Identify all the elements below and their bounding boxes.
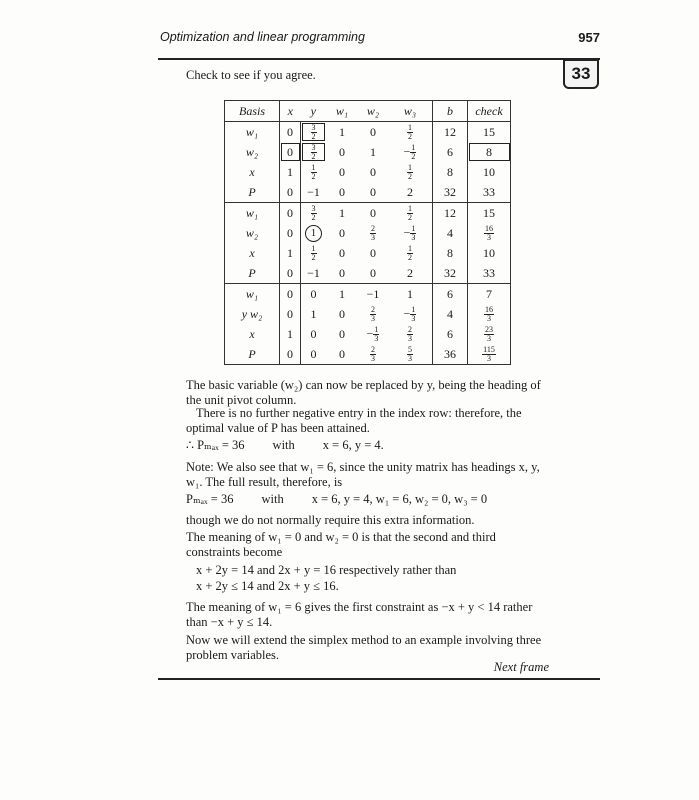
cell-w2: $\frac{2}{3}$ xyxy=(358,344,388,365)
cell-w1: 0 xyxy=(339,164,345,179)
running-head xyxy=(160,30,600,48)
cell-check: 15 xyxy=(468,122,511,143)
cell-y: 0 xyxy=(301,284,327,305)
cell-x: 0 xyxy=(287,124,293,139)
cell-x: 0 xyxy=(280,182,301,203)
pivot-circle: 1 xyxy=(305,225,322,242)
cell-basis: P xyxy=(225,344,280,365)
cell-b: 6 xyxy=(433,142,468,162)
cell-x: 0 xyxy=(287,306,293,321)
tableau-row xyxy=(225,263,511,284)
paragraph-meaning-w1w2: The meaning of w₁ = 0 and w₂ = 0 is that the second and third constraints become xyxy=(186,530,496,559)
tableau-row xyxy=(225,203,511,224)
intro-text: Check to see if you agree. xyxy=(186,68,316,82)
cell-y: 0 xyxy=(301,344,327,365)
cell-basis: x xyxy=(225,324,280,344)
cell-x: 1 xyxy=(287,326,293,341)
cell-y xyxy=(301,223,327,243)
paragraph-optimal: There is no further negative entry in the index row: therefore, the optimal value of P has been attained. xyxy=(186,406,522,435)
tableau-row xyxy=(225,304,511,324)
cell-b: 8 xyxy=(433,243,468,263)
bottom-rule xyxy=(158,678,600,680)
cell-x: 0 xyxy=(287,205,293,220)
cell-check: $\frac{16}{3}$ xyxy=(468,304,511,324)
cell-check: $\frac{16}{3}$ xyxy=(468,223,511,243)
cell-check: 7 xyxy=(468,284,511,305)
cell-check: 33 xyxy=(468,182,511,203)
equation-equalities: x + 2y = 14 and 2x + y = 16 respectively rather than xyxy=(196,563,457,577)
equation-inequalities: x + 2y ≤ 14 and 2x + y ≤ 16. xyxy=(196,579,339,593)
cell-y: $\frac{3}{2}$ xyxy=(301,122,327,143)
with-word: with xyxy=(272,438,295,452)
cell-b: 6 xyxy=(433,324,468,344)
paragraph-extra-info: though we do not normally require this extra information. xyxy=(186,513,475,527)
cell-basis: w₁ xyxy=(225,203,280,224)
col-header-basis: Basis xyxy=(225,101,280,122)
tableau-row xyxy=(225,243,511,263)
cell-w2: 1 xyxy=(370,144,376,159)
cell-x: 0 xyxy=(280,344,301,365)
cell-w3: − $\frac{1}{2}$ xyxy=(403,142,416,161)
cell-w2: 0 xyxy=(370,164,376,179)
cell-basis: x xyxy=(225,243,280,263)
tableau-row xyxy=(225,182,511,203)
cell-w3: 2 xyxy=(388,263,433,284)
cell-w2: $\frac{2}{3}$ xyxy=(371,304,375,323)
cell-w1: 0 xyxy=(339,245,345,260)
cell-w1: 0 xyxy=(326,263,358,284)
cell-y: 1 xyxy=(301,304,327,324)
cell-b: 36 xyxy=(433,344,468,365)
cell-y: −1 xyxy=(301,182,327,203)
col-header-y: y xyxy=(301,101,327,122)
cell-basis: P xyxy=(225,263,280,284)
cell-basis: w₂ xyxy=(225,142,280,162)
chapter-title: Optimization and linear programming xyxy=(160,30,365,44)
tableau-row xyxy=(225,284,511,305)
paragraph-extend: Now we will extend the simplex method to an example involving three problem variables. xyxy=(186,633,542,662)
col-header-w2: w₂ xyxy=(358,101,388,122)
cell-basis: x xyxy=(225,162,280,182)
cell-basis: P xyxy=(225,182,280,203)
cell-x: 0 xyxy=(287,225,293,240)
col-header-w1: w₁ xyxy=(326,101,358,122)
cell-w2: 0 xyxy=(358,263,388,284)
cell-y: −1 xyxy=(301,263,327,284)
cell-check: $\frac{23}{3}$ xyxy=(468,324,511,344)
top-rule xyxy=(158,58,600,60)
cell-w1: 1 xyxy=(339,205,345,220)
cell-basis: w₁ xyxy=(225,284,280,305)
cell-y: $\frac{3}{2}$ xyxy=(301,203,327,224)
cell-y: $\frac{1}{2}$ xyxy=(301,162,327,182)
cell-check: 10 xyxy=(468,162,511,182)
tableau-row xyxy=(225,142,511,162)
cell-b: 12 xyxy=(433,122,468,143)
cell-basis: w₂ xyxy=(225,223,280,243)
cell-check: 15 xyxy=(468,203,511,224)
cell-w1: 0 xyxy=(339,144,345,159)
cell-check: 10 xyxy=(468,243,511,263)
next-frame-link[interactable]: Next frame xyxy=(493,660,549,674)
cell-x: 0 xyxy=(280,142,301,162)
cell-w3: $\frac{1}{2}$ xyxy=(408,162,412,181)
tableau-row xyxy=(225,223,511,243)
cell-b: 12 xyxy=(433,203,468,224)
cell-b: 32 xyxy=(433,182,468,203)
cell-x: 0 xyxy=(280,263,301,284)
cell-x: 1 xyxy=(287,164,293,179)
tableau-row xyxy=(225,324,511,344)
cell-b: 6 xyxy=(433,284,468,305)
cell-w2: −1 xyxy=(366,286,380,301)
page-number: 957 xyxy=(578,30,600,45)
cell-w2: $\frac{2}{3}$ xyxy=(371,223,375,242)
cell-w2: 0 xyxy=(358,182,388,203)
cell-w1: 0 xyxy=(339,306,345,321)
cell-w1: 0 xyxy=(339,326,345,341)
col-header-x: x xyxy=(280,101,301,122)
cell-w3: 2 xyxy=(388,182,433,203)
cell-w1: 0 xyxy=(339,225,345,240)
pmax-full: Pₘₐₓ = 36 xyxy=(186,492,234,506)
cell-b: 32 xyxy=(433,263,468,284)
cell-w1: 1 xyxy=(339,286,345,301)
tableau-row xyxy=(225,162,511,182)
cell-w3: $\frac{1}{2}$ xyxy=(408,243,412,262)
cell-w3: − $\frac{1}{3}$ xyxy=(403,223,416,242)
cell-w3: 1 xyxy=(407,286,413,301)
cell-x: 1 xyxy=(287,245,293,260)
col-header-w3: w₃ xyxy=(388,101,433,122)
cell-y: 0 xyxy=(301,324,327,344)
tableau-row xyxy=(225,122,511,143)
paragraph-basic-variable: The basic variable (w₂) can now be replaced by y, being the heading of the unit pivot column. xyxy=(186,378,541,407)
cell-b: 4 xyxy=(433,304,468,324)
cell-b: 8 xyxy=(433,162,468,182)
tableau-header-row xyxy=(225,101,511,122)
cell-w2: 0 xyxy=(370,205,376,220)
col-header-check: check xyxy=(468,101,511,122)
cell-w1: 1 xyxy=(339,124,345,139)
cell-w3: $\frac{1}{2}$ xyxy=(408,122,412,141)
cell-w3: − $\frac{1}{3}$ xyxy=(403,304,416,323)
cell-w3: $\frac{1}{2}$ xyxy=(408,203,412,222)
frame-number-badge: 33 xyxy=(563,59,599,89)
cell-w3: $\frac{2}{3}$ xyxy=(408,324,412,343)
cell-b: 4 xyxy=(433,223,468,243)
cell-w2: − $\frac{1}{3}$ xyxy=(366,324,379,343)
cell-check: $\frac{115}{3}$ xyxy=(468,344,511,365)
full-result-line xyxy=(186,492,550,507)
result-line xyxy=(186,438,550,453)
cell-w2: 0 xyxy=(370,124,376,139)
pmax-result: ∴ Pₘₐₓ = 36 xyxy=(186,438,245,452)
cell-x: 0 xyxy=(287,286,293,301)
cell-w1: 0 xyxy=(326,344,358,365)
cell-w3: $\frac{5}{3}$ xyxy=(388,344,433,365)
cell-basis: w₁ xyxy=(225,122,280,143)
full-values: x = 6, y = 4, w₁ = 6, w₂ = 0, w₃ = 0 xyxy=(311,492,488,506)
cell-w1: 0 xyxy=(326,182,358,203)
with-word-2: with xyxy=(261,492,284,506)
cell-basis: y w₂ xyxy=(225,304,280,324)
cell-y: $\frac{3}{2}$ xyxy=(301,142,327,162)
cell-check: 33 xyxy=(468,263,511,284)
tableau-row xyxy=(225,344,511,365)
simplex-tableau xyxy=(224,100,511,365)
paragraph-meaning-w1: The meaning of w₁ = 6 gives the first constraint as −x + y < 14 rather than −x + y ≤ 14. xyxy=(186,600,533,629)
cell-w2: 0 xyxy=(370,245,376,260)
col-header-b: b xyxy=(433,101,468,122)
paragraph-note: Note: We also see that w₁ = 6, since the unity matrix has headings x, y, w₁. The full result, therefore, is xyxy=(186,460,540,489)
xy-values: x = 6, y = 4. xyxy=(322,438,384,452)
cell-y: $\frac{1}{2}$ xyxy=(301,243,327,263)
cell-check: 8 xyxy=(468,142,511,162)
